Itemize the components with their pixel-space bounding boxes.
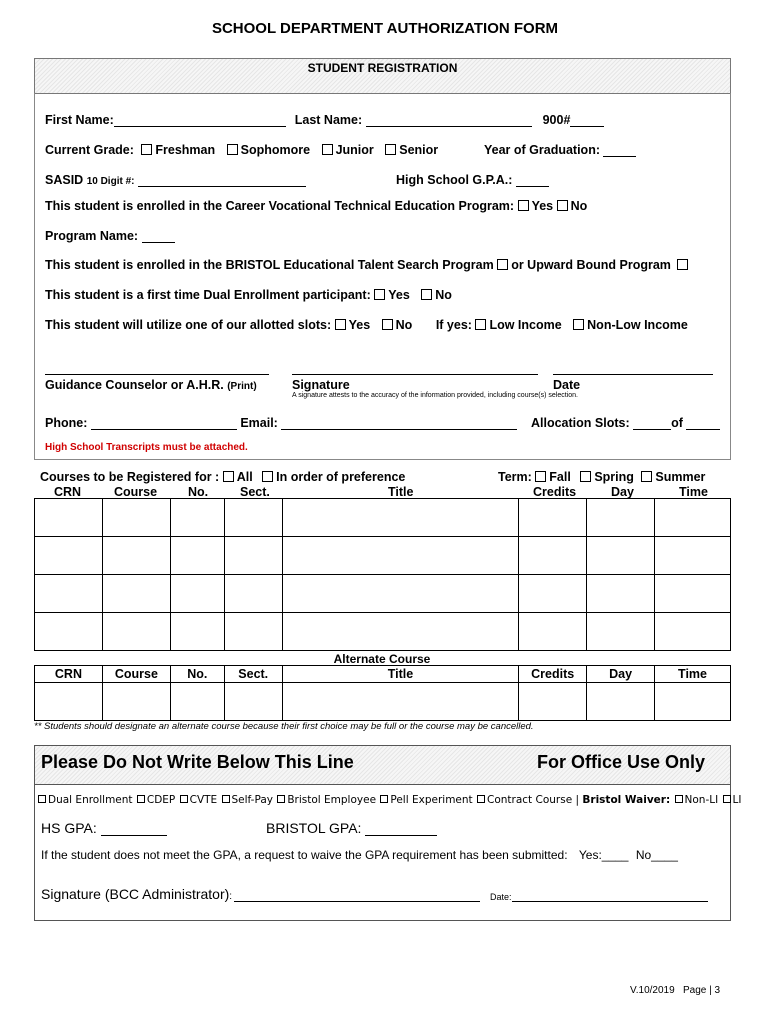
table-cell[interactable] (282, 613, 519, 651)
slots-yes-label: Yes (348, 318, 371, 332)
sophomore-checkbox[interactable] (227, 144, 238, 155)
col-time: Time (679, 485, 708, 499)
table-cell[interactable] (587, 499, 655, 537)
freshman-label: Freshman (155, 143, 216, 157)
opt-pell: Pell Experiment (390, 794, 473, 806)
table-cell[interactable] (102, 683, 170, 721)
email-field[interactable] (281, 417, 517, 430)
hs-gpa (396, 173, 549, 187)
dual-row (45, 288, 452, 302)
summer-label: Summer (655, 470, 706, 484)
all-checkbox[interactable] (223, 471, 234, 482)
id900-field[interactable] (570, 114, 604, 127)
table-cell[interactable] (519, 499, 587, 537)
spring-checkbox[interactable] (580, 471, 591, 482)
table-cell[interactable] (224, 575, 282, 613)
alt-col-day: Day (587, 666, 655, 683)
opt-dual: Dual Enrollment (48, 794, 133, 806)
dual-enroll-label: This student is a first time Dual Enrollment participant: (45, 288, 371, 302)
senior-checkbox[interactable] (385, 144, 396, 155)
office-options-row (37, 794, 741, 806)
phone-label: Phone: (45, 416, 88, 430)
if-yes-label: If yes: (435, 318, 472, 332)
admin-date-field[interactable] (512, 889, 708, 902)
nonli-label: Non-LI (684, 794, 719, 806)
waive-no[interactable]: No____ (635, 848, 678, 862)
table-cell[interactable] (102, 613, 170, 651)
waive-text: If the student does not meet the GPA, a request to waive the GPA requirement has been submitted: (41, 848, 568, 862)
opt-checkbox[interactable] (277, 795, 285, 803)
cvte-yes-label: Yes (531, 199, 554, 213)
table-cell[interactable] (519, 537, 587, 575)
li-checkbox[interactable] (723, 795, 731, 803)
low-income-label: Low Income (489, 318, 562, 332)
table-cell[interactable] (282, 499, 519, 537)
alt-col-course: Course (102, 666, 170, 683)
sasid-small-label: 10 Digit #: (86, 176, 135, 187)
fall-checkbox[interactable] (535, 471, 546, 482)
alloc-label: Allocation Slots: (531, 416, 630, 430)
sasid-label: SASID (45, 173, 84, 187)
office-hs-gpa-label: HS GPA: (41, 820, 97, 836)
all-label: All (236, 470, 253, 484)
low-income-checkbox[interactable] (475, 319, 486, 330)
cvte-no-checkbox[interactable] (557, 200, 568, 211)
dual-no-checkbox[interactable] (421, 289, 432, 300)
allocation (531, 416, 720, 430)
form-title: SCHOOL DEPARTMENT AUTHORIZATION FORM (211, 20, 559, 37)
opt-employee: Bristol Employee (287, 794, 377, 806)
freshman-checkbox[interactable] (141, 144, 152, 155)
table-row (35, 575, 731, 613)
table-cell[interactable] (224, 683, 282, 721)
admin-sig-row (41, 886, 480, 902)
table-cell[interactable] (519, 683, 587, 721)
table-row (35, 683, 731, 721)
col-title: Title (388, 485, 414, 499)
transcripts-note: High School Transcripts must be attached. (45, 442, 248, 453)
last-name-label: Last Name: (294, 113, 363, 127)
slots-no-label: No (395, 318, 413, 332)
upward-bound-checkbox[interactable] (677, 259, 688, 270)
counselor-line[interactable] (45, 374, 269, 375)
table-cell[interactable] (102, 537, 170, 575)
slots-row (45, 318, 688, 332)
cvte-label: This student is enrolled in the Career Vocational Technical Education Program: (45, 199, 515, 213)
id900-label: 900# (542, 113, 571, 127)
opt-cdep: CDEP (146, 794, 176, 806)
admin-date-label: Date: (490, 892, 512, 902)
waive-yes[interactable]: Yes:____ (578, 848, 629, 862)
hs-gpa-field[interactable] (516, 174, 549, 187)
contact-row (45, 416, 517, 430)
table-cell[interactable] (587, 575, 655, 613)
program-row (45, 229, 175, 243)
course-table (34, 498, 731, 651)
year-grad (484, 143, 636, 157)
junior-checkbox[interactable] (322, 144, 333, 155)
date-line[interactable] (553, 374, 713, 375)
term-row (498, 470, 705, 484)
table-cell[interactable] (170, 683, 224, 721)
table-row (35, 537, 731, 575)
col-no: No. (188, 485, 209, 499)
program-name-label: Program Name: (45, 229, 139, 243)
attest-note: A signature attests to the accuracy of the information provided, including course(s) selection. (292, 392, 578, 399)
table-row (35, 613, 731, 651)
li-label: LI (732, 794, 742, 806)
table-cell[interactable] (170, 613, 224, 651)
admin-date-row (490, 889, 708, 902)
bristol-gpa-label: BRISTOL GPA: (266, 820, 362, 836)
table-cell[interactable] (102, 575, 170, 613)
year-grad-field[interactable] (603, 144, 636, 157)
junior-label: Junior (335, 143, 374, 157)
office-hs-gpa-field[interactable] (101, 821, 167, 836)
table-cell[interactable] (282, 683, 519, 721)
table-cell[interactable] (170, 575, 224, 613)
courses-heading-row (40, 470, 405, 484)
table-cell[interactable] (655, 537, 731, 575)
table-cell[interactable] (587, 683, 655, 721)
date-label: Date (553, 378, 581, 392)
sasid-field[interactable] (138, 174, 306, 187)
sasid-row (45, 173, 306, 187)
office-left-title: Please Do Not Write Below This Line (41, 752, 354, 772)
year-grad-label: Year of Graduation: (484, 143, 600, 157)
dual-no-label: No (435, 288, 452, 302)
phone-field[interactable] (91, 417, 237, 430)
cvte-row (45, 199, 587, 213)
table-cell[interactable] (35, 683, 103, 721)
table-cell[interactable] (35, 613, 103, 651)
spring-label: Spring (594, 470, 634, 484)
alternate-table (34, 665, 731, 721)
table-row (35, 499, 731, 537)
table-cell[interactable] (519, 613, 587, 651)
summer-checkbox[interactable] (641, 471, 652, 482)
opt-checkbox[interactable] (180, 795, 188, 803)
table-cell[interactable] (587, 613, 655, 651)
alternate-note: ** Students should designate an alternate course because their first choice may be full or the course may be cancelled. (34, 721, 534, 732)
opt-checkbox[interactable] (380, 795, 388, 803)
hs-gpa-label: High School G.P.A.: (396, 173, 513, 187)
table-cell[interactable] (655, 683, 731, 721)
first-name-label: First Name: (45, 113, 114, 127)
alternate-heading: Alternate Course (333, 652, 431, 666)
table-cell[interactable] (655, 499, 731, 537)
table-cell[interactable] (587, 537, 655, 575)
table-cell[interactable] (170, 499, 224, 537)
table-cell[interactable] (170, 537, 224, 575)
grade-row (45, 143, 438, 157)
signature-label: Signature (292, 378, 350, 392)
counselor-label-group (45, 378, 257, 392)
admin-sig-colon: : (229, 891, 233, 902)
dual-yes-label: Yes (388, 288, 410, 302)
office-right-title: For Office Use Only (537, 752, 706, 772)
table-cell[interactable] (282, 575, 519, 613)
sophomore-label: Sophomore (240, 143, 311, 157)
col-course: Course (114, 485, 158, 499)
opt-checkbox[interactable] (137, 795, 145, 803)
non-low-income-label: Non-Low Income (587, 318, 688, 332)
nonli-checkbox[interactable] (675, 795, 683, 803)
counselor-label: Guidance Counselor or A.H.R. (45, 378, 224, 392)
order-checkbox[interactable] (262, 471, 273, 482)
current-grade-label: Current Grade: (45, 143, 134, 157)
alloc-total-field[interactable] (686, 417, 720, 430)
senior-label: Senior (399, 143, 439, 157)
alt-col-sect: Sect. (224, 666, 282, 683)
col-sect: Sect. (240, 485, 270, 499)
office-hs-gpa (41, 820, 167, 836)
talent-search-label: This student is enrolled in the BRISTOL Educational Talent Search Program (45, 258, 494, 272)
table-cell[interactable] (655, 613, 731, 651)
waiver-label: Bristol Waiver: (582, 794, 671, 806)
cvte-yes-checkbox[interactable] (518, 200, 529, 211)
col-credits: Credits (533, 485, 577, 499)
opt-checkbox[interactable] (38, 795, 46, 803)
slots-yes-checkbox[interactable] (335, 319, 346, 330)
email-label: Email: (240, 416, 278, 430)
table-cell[interactable] (35, 537, 103, 575)
alt-header-row (35, 666, 731, 683)
opt-checkbox[interactable] (477, 795, 485, 803)
dual-yes-checkbox[interactable] (374, 289, 385, 300)
table-cell[interactable] (224, 537, 282, 575)
program-name-field[interactable] (142, 230, 175, 243)
table-cell[interactable] (35, 499, 103, 537)
admin-sig-label: Signature (BCC Administrator) (41, 886, 230, 902)
bristol-gpa-field[interactable] (365, 821, 437, 836)
alt-col-title: Title (282, 666, 519, 683)
talent-search-checkbox[interactable] (497, 259, 508, 270)
waive-row (41, 848, 678, 862)
col-crn: CRN (54, 485, 82, 499)
table-cell[interactable] (102, 499, 170, 537)
courses-heading: Courses to be Registered for : (40, 470, 220, 484)
slots-no-checkbox[interactable] (382, 319, 393, 330)
alt-col-crn: CRN (35, 666, 103, 683)
print-label: (Print) (227, 381, 257, 392)
office-bristol-gpa (266, 820, 437, 836)
section-title: STUDENT REGISTRATION (307, 61, 458, 75)
opt-selfpay: Self-Pay (231, 794, 273, 806)
alt-col-credits: Credits (519, 666, 587, 683)
talent-row (45, 258, 691, 272)
table-cell[interactable] (655, 575, 731, 613)
alt-col-no: No. (170, 666, 224, 683)
non-low-income-checkbox[interactable] (573, 319, 584, 330)
table-cell[interactable] (224, 613, 282, 651)
table-cell[interactable] (282, 537, 519, 575)
slots-label: This student will utilize one of our allotted slots: (45, 318, 332, 332)
opt-separator: | (575, 794, 580, 806)
table-cell[interactable] (224, 499, 282, 537)
opt-checkbox[interactable] (222, 795, 230, 803)
footer: V.10/2019 Page | 3 (630, 985, 721, 996)
of-label: of (671, 416, 683, 430)
admin-sig-field[interactable] (234, 887, 480, 902)
opt-contract: Contract Course (487, 794, 573, 806)
term-label: Term: (498, 470, 532, 484)
name-row (45, 113, 604, 127)
alloc-field[interactable] (633, 417, 671, 430)
col-day: Day (611, 485, 634, 499)
cvte-no-label: No (570, 199, 588, 213)
table-cell[interactable] (519, 575, 587, 613)
last-name-field[interactable] (366, 114, 532, 127)
signature-line[interactable] (292, 374, 538, 375)
fall-label: Fall (549, 470, 571, 484)
opt-cvte: CVTE (189, 794, 218, 806)
first-name-field[interactable] (114, 114, 286, 127)
order-label: In order of preference (276, 470, 406, 484)
table-cell[interactable] (35, 575, 103, 613)
upward-bound-label: or Upward Bound Program (511, 258, 671, 272)
alt-col-time: Time (655, 666, 731, 683)
